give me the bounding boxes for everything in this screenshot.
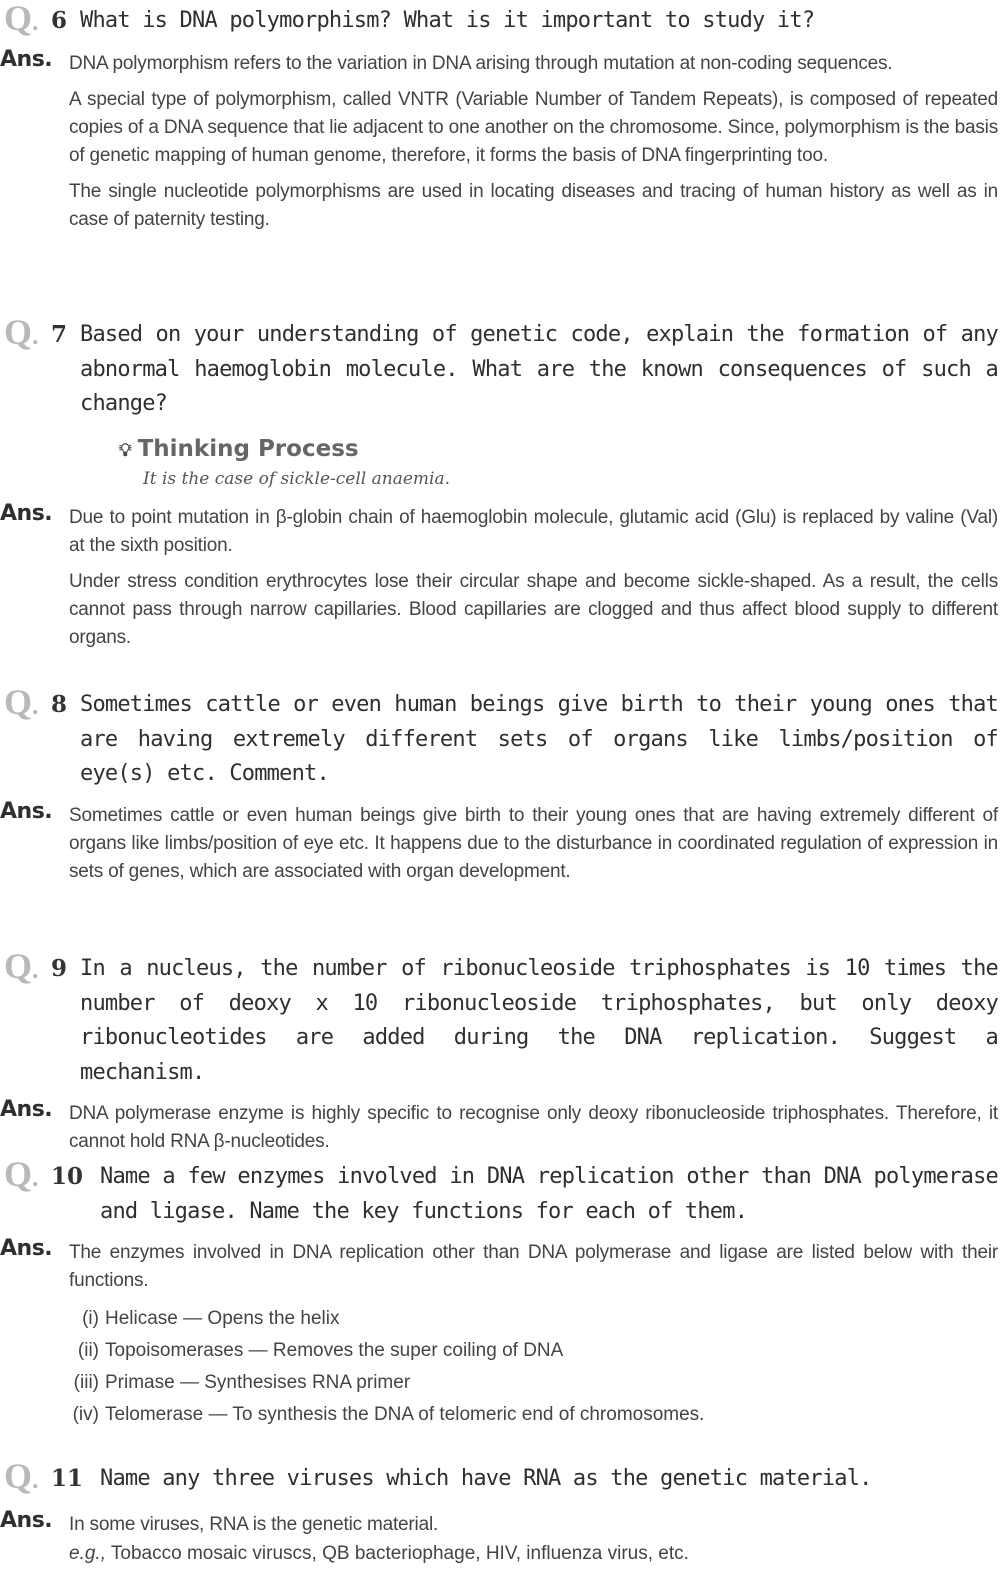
question-7: [0, 312, 1000, 652]
answer-paragraph: The single nucleotide polymorphisms are used in locating diseases and tracing of human history as well as in case of paternity testing.: [69, 181, 998, 230]
answer-body: [69, 802, 998, 886]
thinking-process: [119, 434, 1000, 492]
answer-body: [69, 1239, 998, 1431]
answer: [0, 47, 1000, 234]
lightbulb-icon: 💡︎: [119, 439, 132, 461]
thinking-title: Thinking Process: [137, 435, 359, 462]
answer-body: [69, 1511, 998, 1569]
answer-body: [69, 504, 998, 652]
answer: [0, 1236, 1000, 1431]
q-marker: Q.: [4, 0, 39, 38]
question-text: In a nucleus, the number of ribonucleoside triphosphates is 10 times the number of deoxy x 10 ribonucleoside triphosphates, but only deoxy ribonucleotides are added during the DNA replication. Suggest a mechanism.: [80, 956, 998, 1085]
question-header: [0, 1456, 1000, 1497]
question-text: Name any three viruses which have RNA as the genetic material.: [100, 1466, 872, 1491]
answer-paragraph: Under stress condition erythrocytes lose their circular shape and become sickle-shaped. As a result, the cells cannot pass through narrow capillaries. Blood capillaries are clogged and thus affect blood supply to different organs.: [69, 570, 998, 648]
q-marker: Q.: [4, 682, 39, 722]
question-text: What is DNA polymorphism? What is it important to study it?: [80, 8, 815, 33]
question-text: Name a few enzymes involved in DNA replication other than DNA polymerase and ligase. Name the key functions for each of them.: [100, 1164, 998, 1224]
answer-paragraph: The enzymes involved in DNA replication other than DNA polymerase and ligase are listed below with their functions.: [69, 1242, 998, 1291]
example-line: e.g., Tobacco mosaic viruscs, QB bacteriophage, HIV, influenza virus, etc.: [69, 1542, 689, 1564]
q-marker: Q.: [4, 312, 39, 352]
answer-paragraph: A special type of polymorphism, called VNTR (Variable Number of Tandem Repeats), is composed of repeated copies of a DNA sequence that lie adjacent to one another on the chromosome. Since, polymorphism is the basis of genetic mapping of human genome, therefore, it forms the basis of DNA fingerprinting too.: [69, 89, 998, 166]
answer-body: [69, 1100, 998, 1156]
answer-paragraph: DNA polymorphism refers to the variation in DNA arising through mutation at non-coding sequences.: [69, 53, 893, 74]
question-header: [0, 1154, 1000, 1229]
question-number: 7: [51, 321, 68, 348]
ans-label: Ans.: [0, 798, 53, 824]
enzyme-list-item: (iv) Telomerase — To synthesis the DNA of telomeric end of chromosomes.: [72, 1404, 705, 1425]
question-number: 10: [51, 1163, 84, 1190]
question-number: 11: [51, 1465, 84, 1492]
question-header: [0, 0, 1000, 40]
q-marker: Q.: [4, 1456, 39, 1496]
answer-paragraph: DNA polymerase enzyme is highly specific to recognise only deoxy ribonucleoside triphosphates. Therefore, it cannot hold RNA β-nucleotides.: [69, 1103, 998, 1152]
answer-paragraph: Sometimes cattle or even human beings give birth to their young ones that are having extremely different of organs like limbs/position of eye etc. It happens due to the disturbance in coordinated regulation of expression in sets of genes, which are associated with organ development.: [69, 804, 998, 882]
question-number: 6: [51, 7, 68, 34]
answer: [0, 500, 1000, 652]
enzyme-list-item: (i) Helicase — Opens the helix: [82, 1308, 340, 1329]
answer: [0, 1507, 1000, 1569]
question-header: [0, 312, 1000, 422]
question-9: [0, 946, 1000, 1156]
question-6: [0, 0, 1000, 234]
enzyme-list-item: (iii) Primase — Synthesises RNA primer: [73, 1372, 411, 1393]
q-marker: Q.: [4, 946, 39, 986]
ans-label: Ans.: [0, 500, 53, 526]
answer-paragraph: In some viruses, RNA is the genetic material.: [69, 1513, 439, 1535]
question-10: [0, 1154, 1000, 1431]
question-text: Sometimes cattle or even human beings give birth to their young ones that are having extremely different sets of organs like limbs/position of eye(s) etc. Comment.: [80, 692, 998, 786]
question-number: 8: [51, 691, 68, 718]
question-header: [0, 946, 1000, 1090]
ans-label: Ans.: [0, 47, 53, 72]
answer-paragraph: Due to point mutation in β-globin chain of haemoglobin molecule, glutamic acid (Glu) is replaced by valine (Val) at the sixth position.: [69, 506, 998, 556]
answer: [0, 1097, 1000, 1156]
question-text: Based on your understanding of genetic code, explain the formation of any abnormal haemoglobin molecule. What are the known consequences of such a change?: [80, 322, 998, 416]
question-number: 9: [51, 955, 68, 982]
question-11: [0, 1456, 1000, 1569]
answer-body: [69, 50, 998, 234]
enzyme-list-item: (ii) Topoisomerases — Removes the super coiling of DNA: [77, 1340, 564, 1361]
question-8: [0, 682, 1000, 886]
ans-label: Ans.: [0, 1507, 53, 1533]
answer: [0, 798, 1000, 886]
thinking-note: It is the case of sickle-cell anaemia.: [143, 468, 450, 489]
question-header: [0, 682, 1000, 792]
ans-label: Ans.: [0, 1236, 53, 1261]
q-marker: Q.: [4, 1154, 39, 1194]
ans-label: Ans.: [0, 1097, 53, 1122]
